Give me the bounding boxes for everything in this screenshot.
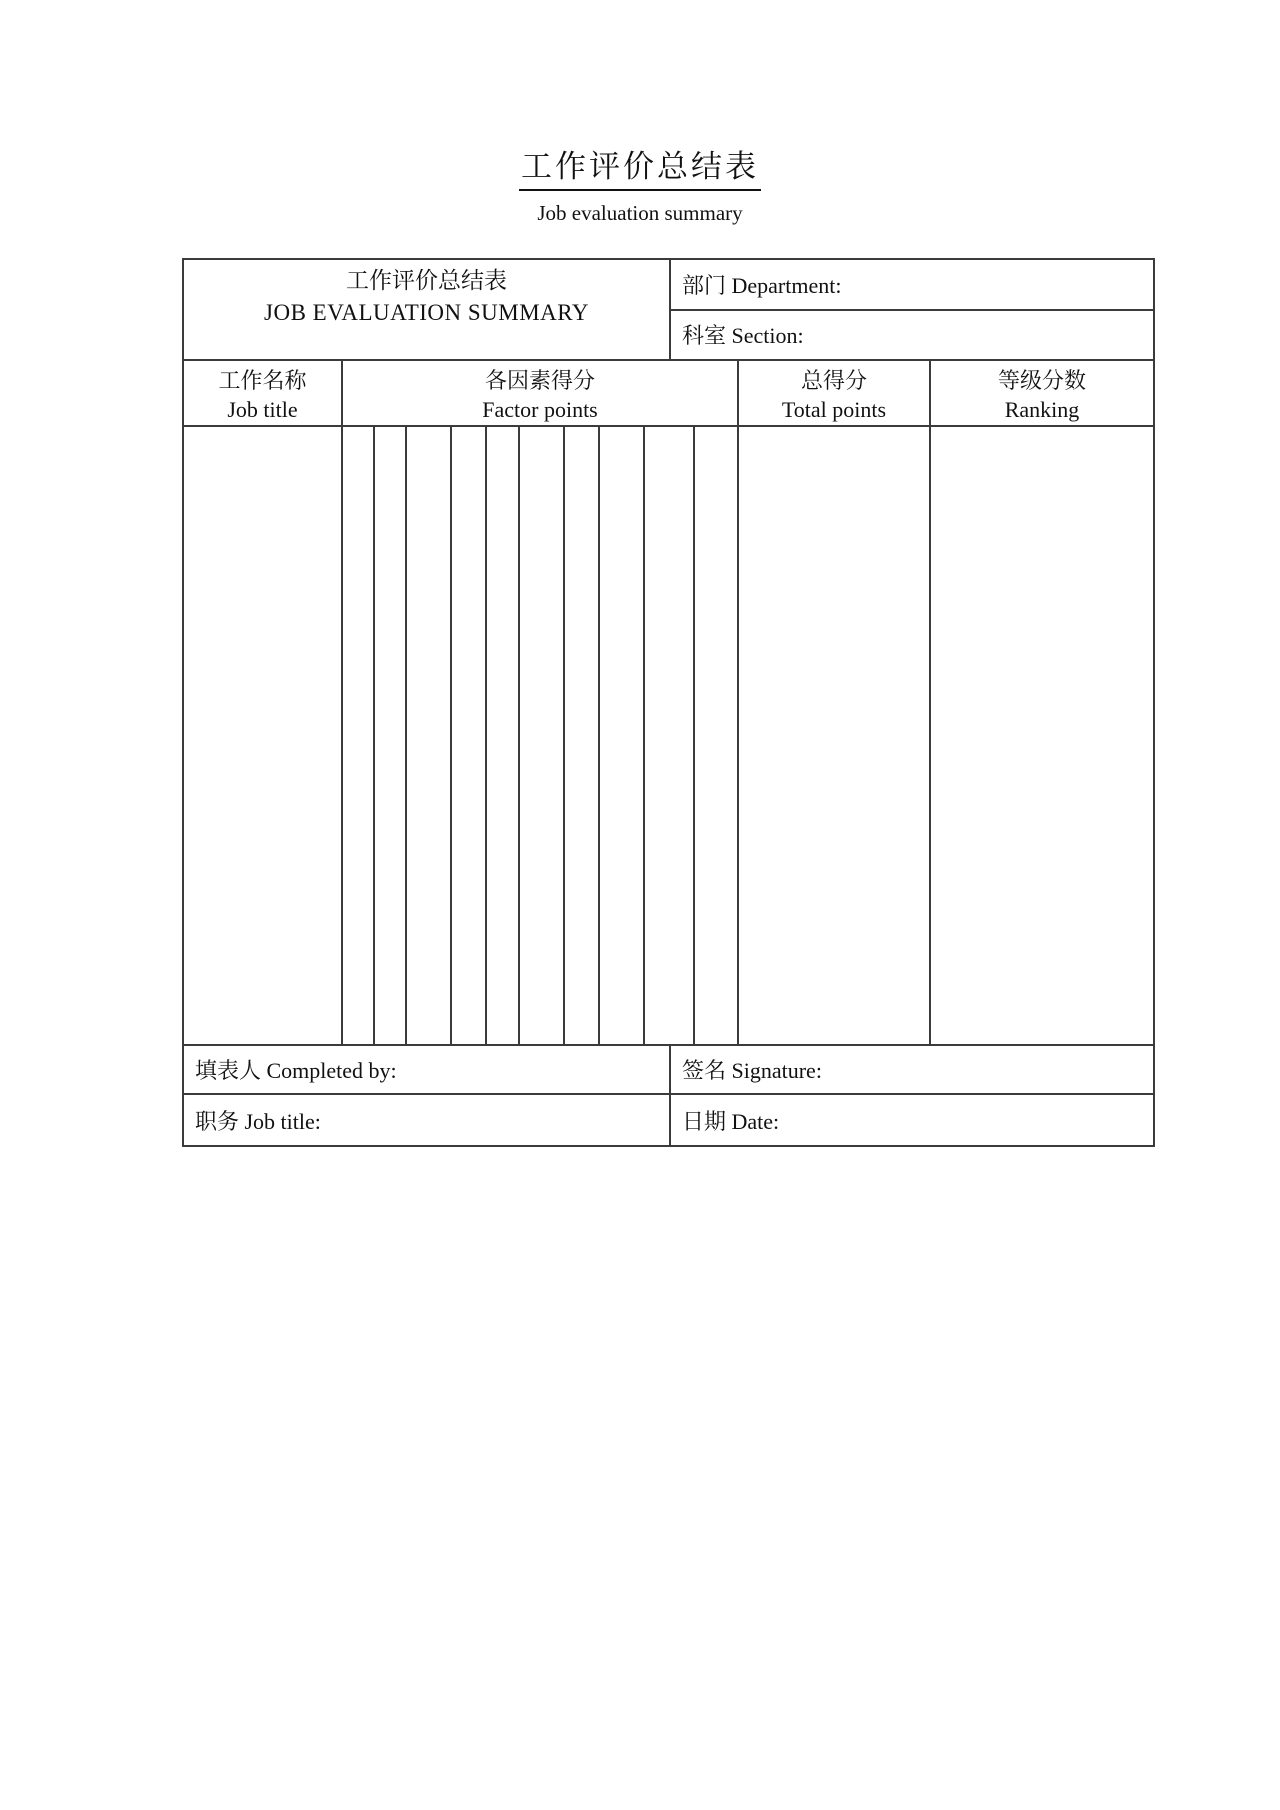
column-header-factor-points-cn: 各因素得分 bbox=[484, 368, 595, 393]
page-subtitle-wrap bbox=[0, 198, 1280, 228]
form-table bbox=[182, 258, 1155, 1147]
factor-subcolumn[interactable] bbox=[373, 427, 405, 1044]
page-title: 工作评价总结表 bbox=[519, 147, 761, 191]
completed-by-label: 填表人 Completed by: bbox=[195, 1058, 397, 1083]
signature-label: 签名 Signature: bbox=[682, 1058, 822, 1083]
total-points-cell[interactable] bbox=[737, 427, 929, 1044]
column-header-ranking-cn: 等级分数 bbox=[997, 368, 1086, 393]
summary-title-cell bbox=[184, 260, 669, 359]
job-title-cell[interactable] bbox=[184, 427, 341, 1044]
column-header-ranking-en: Ranking bbox=[1004, 397, 1080, 422]
factor-subcolumn[interactable] bbox=[485, 427, 518, 1044]
factor-subcolumn[interactable] bbox=[693, 427, 737, 1044]
ranking-cell[interactable] bbox=[929, 427, 1153, 1044]
summary-header-row bbox=[184, 260, 1153, 359]
section-label: 科室 Section: bbox=[682, 323, 804, 349]
summary-title-cn: 工作评价总结表 bbox=[346, 268, 507, 293]
factor-subcolumn[interactable] bbox=[405, 427, 450, 1044]
factor-subcolumn[interactable] bbox=[598, 427, 643, 1044]
factor-points-grid bbox=[341, 427, 737, 1044]
date-label: 日期 Date: bbox=[682, 1108, 780, 1134]
factor-subcolumn[interactable] bbox=[643, 427, 693, 1044]
job-title-field[interactable] bbox=[184, 1095, 669, 1145]
factor-subcolumn[interactable] bbox=[518, 427, 563, 1044]
department-label: 部门 Department: bbox=[682, 272, 842, 298]
column-header-factor-points-en: Factor points bbox=[482, 397, 598, 422]
completed-by-field[interactable] bbox=[184, 1046, 669, 1093]
section-field[interactable] bbox=[671, 311, 1153, 360]
page-subtitle: Job evaluation summary bbox=[537, 201, 743, 225]
body-row bbox=[184, 425, 1153, 1044]
column-header-row bbox=[184, 359, 1153, 425]
factor-subcolumn[interactable] bbox=[563, 427, 598, 1044]
department-field[interactable] bbox=[671, 260, 1153, 311]
job-title-label: 职务 Job title: bbox=[195, 1108, 321, 1134]
column-header-total-points bbox=[737, 361, 929, 425]
column-header-job-title-cn: 工作名称 bbox=[218, 368, 307, 393]
summary-title-en: JOB EVALUATION SUMMARY bbox=[264, 300, 589, 325]
column-header-factor-points bbox=[341, 361, 737, 425]
meta-cell bbox=[669, 260, 1153, 359]
column-header-job-title bbox=[184, 361, 341, 425]
page-title-wrap bbox=[0, 147, 1280, 191]
job-title-date-row bbox=[184, 1093, 1153, 1145]
factor-subcolumn[interactable] bbox=[450, 427, 485, 1044]
column-header-ranking bbox=[929, 361, 1153, 425]
factor-subcolumn[interactable] bbox=[343, 427, 373, 1044]
completed-by-row bbox=[184, 1044, 1153, 1093]
column-header-job-title-en: Job title bbox=[227, 397, 298, 422]
signature-field[interactable] bbox=[669, 1046, 1153, 1093]
column-header-total-points-en: Total points bbox=[781, 397, 887, 422]
date-field[interactable] bbox=[669, 1095, 1153, 1145]
column-header-total-points-cn: 总得分 bbox=[800, 368, 867, 393]
